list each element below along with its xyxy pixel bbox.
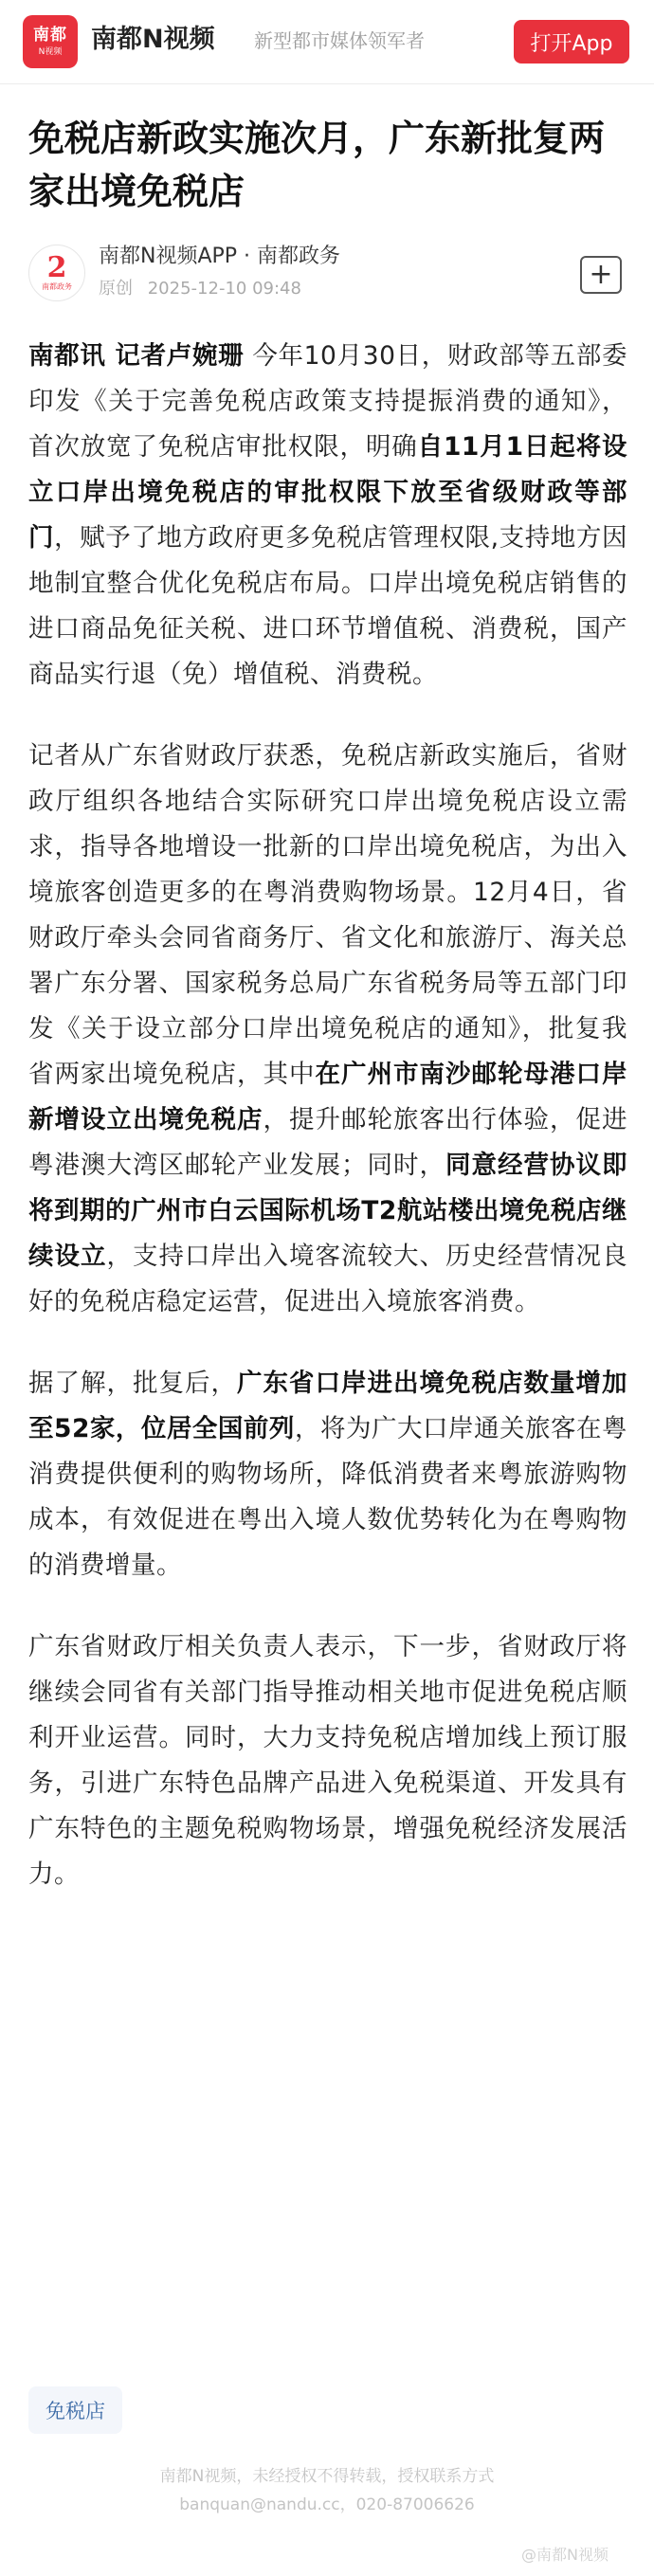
article-paragraph [28, 334, 627, 698]
article-paragraph [28, 1361, 627, 1588]
app-slogan: 新型都市媒体领军者 [254, 29, 425, 52]
copyright-contact: banquan@nandu.cc，020-87006626 [179, 2495, 475, 2514]
paragraph-text: 今年10月30日，财政部等五部委印发《关于完善免税店政策支持提振消费的通知》，首次放宽了免税店审批权限，明确 [28, 341, 627, 462]
bold-text: 在广州市南沙邮轮母港口岸新增设立出境免税店 [28, 1060, 627, 1134]
paragraph-text: ，将为广大口岸通关旅客在粤消费提供便利的购物场所，降低消费者来粤旅游购物成本，有效促进在粤出入境人数优势转化为在粤购物的消费增量。 [28, 1414, 627, 1580]
source-avatar[interactable] [28, 245, 85, 301]
original-label: 原创 [99, 279, 133, 299]
app-logo-subtext: N视频 [38, 47, 63, 57]
bold-text: 广东省口岸进出境免税店数量增加至52家，位居全国前列 [28, 1369, 627, 1443]
plus-icon: + [589, 258, 613, 291]
article-body [28, 334, 627, 1933]
paragraph-text: 广东省财政厅相关负责人表示，下一步，省财政厅将继续会同省有关部门指导推动相关地市促进免税店顺利开业运营。同时，大力支持免税店增加线上预订服务，引进广东特色品牌产品进入免税渠道、开发具有广东特色的主题免税购物场景，增强免税经济发展活力。 [28, 1632, 627, 1889]
paragraph-text: ，提升邮轮旅客出行体验，促进粤港澳大湾区邮轮产业发展；同时， [28, 1105, 627, 1180]
bold-text: 南都讯 记者卢婉珊 [28, 341, 245, 371]
paragraph-text: ，赋予了地方政府更多免税店管理权限,支持地方因地制宜整合优化免税店布局。口岸出境免税店销售的进口商品免征关税、进口环节增值税、消费税，国产商品实行退（免）增值税、消费税。 [28, 523, 627, 689]
publish-datetime: 2025-12-10 09:48 [147, 279, 301, 299]
article-title: 免税店新政实施次月，广东新批复两家出境免税店 [28, 118, 606, 212]
paragraph-text: 据了解，批复后， [28, 1369, 237, 1398]
app-logo-text: 南都 [33, 26, 67, 45]
follow-plus-button[interactable] [580, 256, 622, 294]
source-name[interactable]: 南都N视频APP · 南都政务 [99, 245, 341, 268]
source-meta [99, 277, 311, 301]
app-name: 南都N视频 [91, 25, 215, 54]
bold-text: 自11月1日起将设立口岸出境免税店的审批权限下放至省级财政等部门 [28, 432, 627, 553]
article-paragraph [28, 734, 627, 1325]
source-logo-caption: 南都政务 [42, 282, 72, 291]
paragraph-text: ，支持口岸出入境客流较大、历史经营情况良好的免税店稳定运营，促进出入境旅客消费。 [28, 1242, 627, 1316]
app-logo[interactable] [23, 15, 78, 68]
article-paragraph [28, 1624, 627, 1897]
topic-tag[interactable]: 免税店 [28, 2386, 122, 2434]
bold-text: 同意经营协议即将到期的广州市白云国际机场T2航站楼出境免税店继续设立 [28, 1151, 627, 1271]
source-logo-glyph: 2 [46, 251, 67, 284]
open-app-button[interactable]: 打开App [514, 20, 629, 63]
watermark: @南都N视频 [521, 2546, 609, 2564]
paragraph-text: 记者从广东省财政厅获悉，免税店新政实施后，省财政厅组织各地结合实际研究口岸出境免税店设立需求，指导各地增设一批新的口岸出境免税店，为出入境旅客创造更多的在粤消费购物场景。12月4日，省财政厅牵头会同省商务厅、省文化和旅游厅、海关总署广东分署、国家税务总局广东省税务局等五部门印发《关于设立部分口岸出境免税店的通知》，批复我省两家出境免税店，其中 [28, 741, 627, 1089]
copyright-notice: 南都N视频，未经授权不得转载，授权联系方式 [159, 2467, 495, 2486]
top-app-bar [0, 0, 654, 84]
